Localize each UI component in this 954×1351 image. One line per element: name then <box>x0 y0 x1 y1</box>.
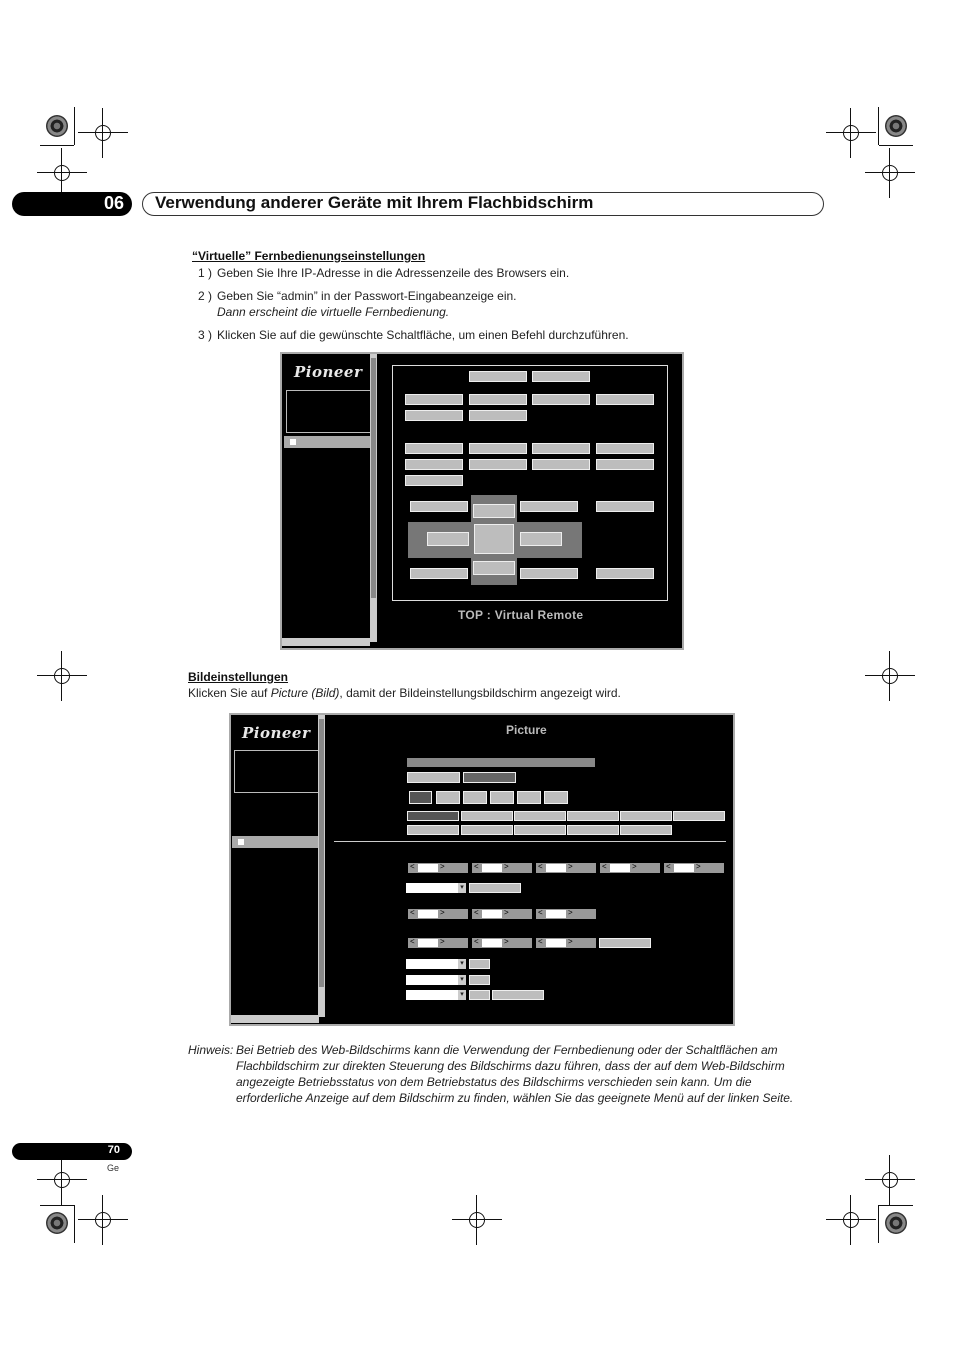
remote-button[interactable] <box>405 443 463 454</box>
remote-button[interactable] <box>520 501 578 512</box>
step-2-number: 2 ) <box>198 289 213 303</box>
remote-caption: TOP : Virtual Remote <box>458 608 584 622</box>
crosshair-mark <box>47 661 77 691</box>
crop-line <box>878 107 879 145</box>
mode-button[interactable] <box>567 811 619 821</box>
horizontal-scrollbar[interactable] <box>231 1015 319 1023</box>
chapter-badge <box>12 192 132 216</box>
sidebar-menu-item[interactable] <box>232 836 319 848</box>
remote-button[interactable] <box>532 371 590 382</box>
sidebar <box>231 715 319 1024</box>
crop-line <box>74 107 75 145</box>
remote-button[interactable] <box>596 501 654 512</box>
picture-button[interactable] <box>469 975 490 985</box>
language-code: Ge <box>107 1163 120 1173</box>
step-3-number: 3 ) <box>198 328 213 342</box>
crosshair-mark <box>875 158 905 188</box>
crosshair-mark <box>88 1205 118 1235</box>
remote-button[interactable] <box>410 568 468 579</box>
mode-button[interactable] <box>514 825 566 835</box>
registration-disc <box>46 115 68 137</box>
preset-button[interactable] <box>517 791 541 804</box>
value-stepper[interactable]: < > <box>472 863 532 873</box>
dropdown[interactable]: ▾ <box>406 883 466 893</box>
value-stepper[interactable]: < > <box>408 938 468 948</box>
remote-button[interactable] <box>410 501 468 512</box>
page-number-badge <box>12 1143 132 1160</box>
dropdown[interactable]: ▾ <box>406 990 466 1000</box>
remote-button[interactable] <box>596 568 654 579</box>
note-text: Bei Betrieb des Web-Bildschirms kann die Verwendung der Fernbedienung oder der Schaltflächen am Flachbildschirm zur direkten Steuerung des Bildschirms dazu führen, dass der auf dem Web-Bildschirm angezeigte Betriebsstatus von dem Betriebstatus des Bildschirms verschieden sein kann. Um die erforderliche Anzeige auf dem Bildschirm zu finden, wählen Sie das geeignete Menü auf der linken Seite. <box>236 1043 794 1105</box>
remote-button[interactable] <box>405 475 463 486</box>
dpad-enter-button[interactable] <box>474 524 514 554</box>
remote-button[interactable] <box>469 443 527 454</box>
crosshair-mark <box>47 158 77 188</box>
picture-button[interactable] <box>492 990 544 1000</box>
section-heading-picture: Bildeinstellungen <box>188 670 289 684</box>
value-stepper[interactable]: < > <box>472 938 532 948</box>
value-stepper[interactable]: < > <box>408 863 468 873</box>
section-heading-virtual-remote: “Virtuelle” Fernbedienungseinstellungen <box>192 249 426 263</box>
vertical-scrollbar[interactable] <box>370 354 377 642</box>
horizontal-scrollbar[interactable] <box>282 638 370 646</box>
mode-button[interactable] <box>620 825 672 835</box>
remote-button[interactable] <box>469 394 527 405</box>
remote-button[interactable] <box>596 443 654 454</box>
crop-line <box>40 1205 74 1206</box>
picture-settings-screenshot <box>229 713 735 1026</box>
crop-line <box>879 145 913 146</box>
remote-button[interactable] <box>532 443 590 454</box>
remote-button[interactable] <box>596 394 654 405</box>
registration-disc <box>885 1212 907 1234</box>
picture-button[interactable] <box>469 990 490 1000</box>
mode-button-selected[interactable] <box>407 811 459 821</box>
crosshair-mark <box>836 1205 866 1235</box>
page-number: 70 <box>107 1144 120 1156</box>
mode-button[interactable] <box>673 811 725 821</box>
crosshair-mark <box>836 118 866 148</box>
sidebar <box>282 354 370 648</box>
pioneer-logo: Pioneer <box>242 724 311 742</box>
preset-button[interactable] <box>544 791 568 804</box>
remote-button[interactable] <box>405 394 463 405</box>
value-stepper[interactable]: < > <box>408 909 468 919</box>
mode-button[interactable] <box>620 811 672 821</box>
dropdown[interactable]: ▾ <box>406 975 466 985</box>
picture-button[interactable] <box>599 938 651 948</box>
crop-line <box>74 1205 75 1243</box>
mode-button[interactable] <box>567 825 619 835</box>
value-stepper[interactable]: < > <box>536 863 596 873</box>
pioneer-logo: Pioneer <box>294 363 363 381</box>
crosshair-mark <box>462 1205 492 1235</box>
chapter-title-box <box>142 192 824 216</box>
picture-title: Picture <box>506 723 547 737</box>
dpad-down-button[interactable] <box>473 561 515 575</box>
remote-button[interactable] <box>520 568 578 579</box>
divider <box>334 841 726 842</box>
registration-disc <box>46 1212 68 1234</box>
mode-button[interactable] <box>461 825 513 835</box>
remote-button[interactable] <box>469 371 527 382</box>
sidebar-menu-item[interactable] <box>284 436 370 448</box>
sidebar-info-box <box>286 390 372 433</box>
remote-button[interactable] <box>405 410 463 421</box>
step-2-subtext: Dann erscheint die virtuelle Fernbedienung. <box>217 305 450 319</box>
preset-button[interactable] <box>436 791 460 804</box>
preset-button-selected[interactable] <box>409 791 432 804</box>
dropdown[interactable]: ▾ <box>406 959 466 969</box>
preset-button[interactable] <box>463 791 487 804</box>
remote-button[interactable] <box>532 459 590 470</box>
crosshair-mark <box>47 1165 77 1195</box>
registration-disc <box>885 115 907 137</box>
picture-button[interactable] <box>469 959 490 969</box>
dpad-right-button[interactable] <box>520 532 562 546</box>
value-stepper[interactable]: < > <box>536 938 596 948</box>
mode-button[interactable] <box>514 811 566 821</box>
crosshair-mark <box>88 118 118 148</box>
crop-line <box>40 145 74 146</box>
chapter-number: 06 <box>103 193 124 213</box>
step-1-text: Geben Sie Ihre IP-Adresse in die Adressenzeile des Browsers ein. <box>217 266 570 280</box>
preset-button[interactable] <box>490 791 514 804</box>
crop-line <box>879 1205 913 1206</box>
virtual-remote-screenshot <box>280 352 684 650</box>
note-label: Hinweis: <box>188 1043 234 1057</box>
dpad-left-button[interactable] <box>427 532 469 546</box>
section2-text: Klicken Sie auf Picture (Bild), damit der Bildeinstellungsbildschirm angezeigt wird. <box>188 686 621 700</box>
step-1-number: 1 ) <box>198 266 213 280</box>
picture-button[interactable] <box>469 883 521 893</box>
chapter-title: Verwendung anderer Geräte mit Ihrem Flachbidschirm <box>155 193 594 212</box>
picture-button-selected[interactable] <box>463 772 516 783</box>
picture-button[interactable] <box>407 772 460 783</box>
crop-line <box>878 1205 879 1243</box>
value-stepper[interactable]: < > <box>664 863 724 873</box>
mode-button[interactable] <box>461 811 513 821</box>
dpad-up-button[interactable] <box>473 504 515 518</box>
crosshair-mark <box>875 1165 905 1195</box>
remote-button[interactable] <box>405 459 463 470</box>
value-stepper[interactable]: < > <box>600 863 660 873</box>
step-2-text: Geben Sie “admin” in der Passwort-Eingabeanzeige ein. <box>217 289 517 303</box>
remote-button[interactable] <box>532 394 590 405</box>
value-stepper[interactable]: < > <box>472 909 532 919</box>
remote-button[interactable] <box>596 459 654 470</box>
remote-button[interactable] <box>469 410 527 421</box>
step-3-text: Klicken Sie auf die gewünschte Schaltfläche, um einen Befehl durchzuführen. <box>217 328 629 342</box>
input-bar <box>407 758 595 767</box>
sidebar-info-box <box>234 750 321 793</box>
crosshair-mark <box>875 661 905 691</box>
vertical-scrollbar[interactable] <box>318 715 325 1017</box>
remote-button[interactable] <box>469 459 527 470</box>
mode-button[interactable] <box>407 825 459 835</box>
value-stepper[interactable]: < > <box>536 909 596 919</box>
